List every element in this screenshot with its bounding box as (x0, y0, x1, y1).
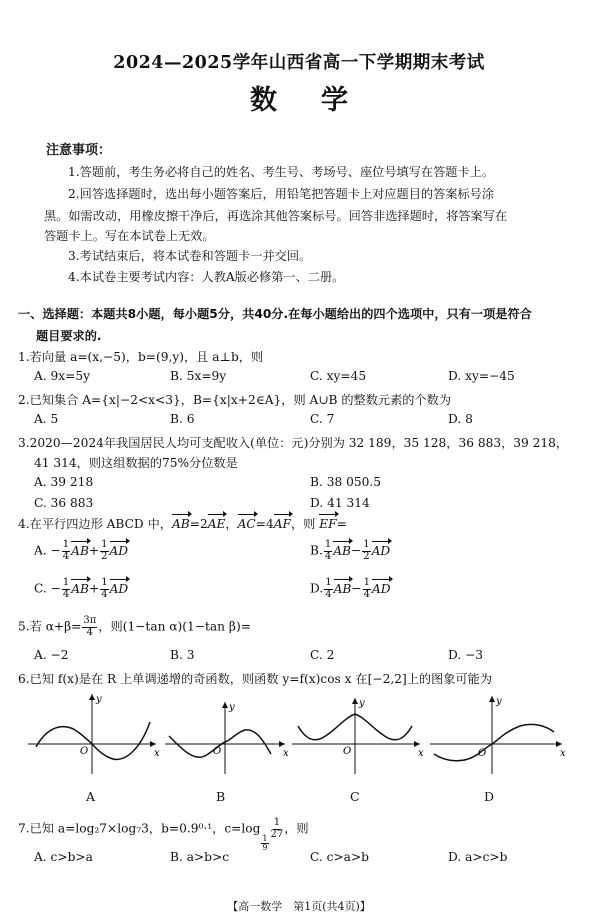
note-line: 黑。如需改动，用橡皮擦干净后，再选涂其他答案标号。回答非选择题时，将答案写在 (44, 209, 508, 223)
q3-option-d: D. 41 314 (310, 496, 370, 510)
q1-stem: 1.若向量 a=(x,−5)，b=(9,y)，且 a⊥b，则 (18, 350, 264, 364)
note-line: 1.答题前，考生务必将自己的姓名、考生号、考场号、座位号填写在答题卡上。 (68, 165, 495, 179)
exam-title: 2024—2025学年山西省高一下学期期末考试 (113, 53, 485, 73)
q3-option-a: A. 39 218 (34, 475, 94, 489)
q5-option-a: A. −2 (34, 648, 69, 662)
q3-stem: 3.2020—2024年我国居民人均可支配收入(单位：元)分别为 32 189，35 128，36 883，39 218， (18, 436, 569, 450)
note-line: 答题卡上。写在本试卷上无效。 (44, 229, 215, 243)
section-heading: 一、选择题：本题共8小题，每小题5分，共40分.在每小题给出的四个选项中，只有一项是符合 (18, 307, 532, 321)
q6-label-a: A (86, 789, 96, 804)
q4-option-c: C. − $\frac{1}{4}$ AB+ $\frac{1}{4}$ AD (34, 577, 129, 600)
svg-text:y: y (229, 702, 235, 713)
q7-option-a: A. c>b>a (34, 850, 93, 864)
q7-option-b: B. a>b>c (170, 850, 230, 864)
note-line: 2.回答选择题时，选出每小题答案后，用铅笔把答题卡上对应题目的答案标号涂 (68, 187, 495, 201)
q6-stem: 6.已知 f(x)是在 R 上单调递增的奇函数，则函数 y=f(x)cos x 在[−2,2]上的图象可能为 (18, 672, 493, 686)
q5-option-d: D. −3 (448, 648, 484, 662)
q7-option-d: D. a>c>b (448, 850, 508, 864)
page-footer: 【高一数学 第1页(共4页)】 (227, 900, 371, 913)
q1-option-c: C. xy=45 (310, 369, 367, 383)
q3-stem-cont: 41 314，则这组数据的75%分位数是 (34, 456, 238, 470)
svg-text:x: x (154, 748, 160, 759)
q5-option-b: B. 3 (170, 648, 195, 662)
q4-option-a: A. − $\frac{1}{4}$ AB+ $\frac{1}{2}$ AD (34, 539, 129, 562)
q6-graph-c (292, 692, 430, 777)
q5-stem: 5.若 α+β= $\frac{3\pi}{4}$ ，则(1−tan α)(1−tan β)= (18, 615, 251, 638)
q2-option-d: D. 8 (448, 412, 473, 426)
svg-text:O: O (343, 746, 352, 757)
svg-text:O: O (478, 748, 487, 759)
q7-option-c: C. c>a>b (310, 850, 369, 864)
svg-text:y: y (359, 698, 365, 709)
q6-graph-b (165, 692, 295, 777)
q6-graph-a (28, 692, 163, 777)
q1-option-d: D. xy=−45 (448, 369, 515, 383)
q2-stem: 2.已知集合 A={x|−2<x<3}，B={x|x+2∈A}，则 A∪B 的整数元素的个数为 (18, 393, 452, 407)
q1-option-b: B. 5x=9y (170, 369, 227, 383)
svg-text:x: x (283, 748, 289, 759)
svg-text:x: x (560, 748, 566, 759)
notes-heading: 注意事项： (46, 143, 112, 158)
section-heading-cont: 题目要求的. (36, 329, 102, 343)
subject-title: 数学 (250, 85, 392, 116)
q6-label-d: D (484, 789, 495, 804)
note-line: 4.本试卷主要考试内容：人教A版必修第一、二册。 (68, 270, 345, 284)
note-line: 3.考试结束后，将本试卷和答题卡一并交回。 (68, 249, 312, 263)
q4-option-b: B. $\frac{1}{4}$ AB− $\frac{1}{2}$ AD (310, 539, 391, 562)
q6-graph-d (430, 692, 570, 777)
q1-option-a: A. 9x=5y (34, 369, 91, 383)
q5-option-c: C. 2 (310, 648, 335, 662)
svg-text:x: x (418, 748, 424, 759)
q2-option-b: B. 6 (170, 412, 195, 426)
q4-stem: 4.在平行四边形 ABCD 中，AB=2AE，AC=4AF，则 EF= (18, 517, 347, 531)
svg-text:O: O (80, 746, 89, 757)
q4-option-d: D. $\frac{1}{4}$ AB− $\frac{1}{4}$ AD (310, 577, 391, 600)
q2-option-c: C. 7 (310, 412, 335, 426)
q2-option-a: A. 5 (34, 412, 59, 426)
q3-option-b: B. 38 050.5 (310, 475, 381, 489)
q7-stem: 7.已知 a=log₂7×log₇3，b=0.9⁰·¹，c=log $\frac{1}{9}$ $\frac{1}{27}$ ，则 (18, 817, 309, 852)
q6-label-b: B (216, 789, 226, 804)
q6-label-c: C (350, 789, 360, 804)
q3-option-c: C. 36 883 (34, 496, 94, 510)
svg-text:y: y (96, 694, 102, 705)
svg-text:y: y (496, 696, 502, 707)
svg-text:O: O (213, 746, 222, 757)
